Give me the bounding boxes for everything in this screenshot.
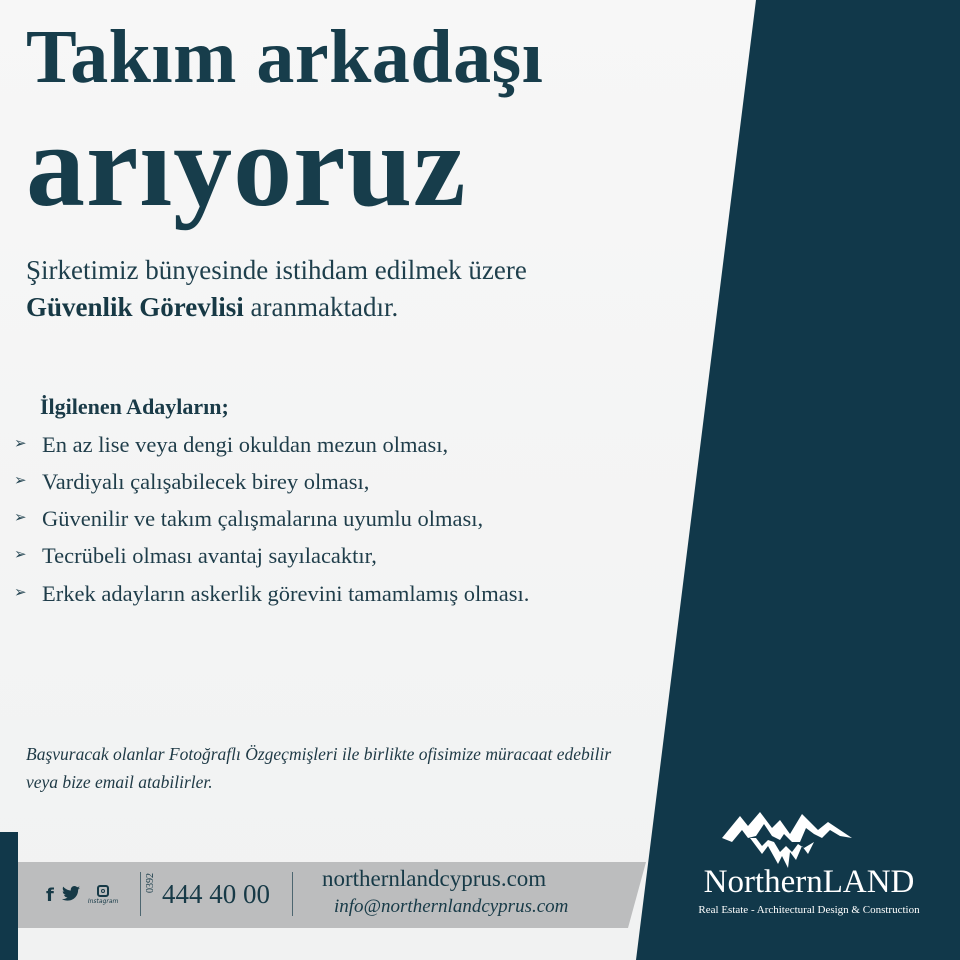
arrow-bullet-icon: ➢ [14,510,27,526]
instagram-glyph [97,885,109,897]
northernland-logo [664,808,954,928]
requirements-list [14,426,634,613]
instagram-icon[interactable] [88,885,119,905]
phone-number[interactable]: 444 40 00 [162,879,270,909]
list-item: ➢ Güvenilir ve takım çalışmalarına uyumlu olması, [14,500,634,537]
email-link[interactable]: info@northernlandcyprus.com [334,896,569,917]
website-link[interactable]: northernlandcyprus.com [322,866,547,891]
twitter-bird-shape [62,886,80,901]
arrow-bullet-icon: ➢ [14,547,27,563]
headline-line-2: arıyoruz [26,100,467,231]
social-icons [46,880,118,910]
application-note: Başvuracak olanlar Fotoğraflı Özgeçmişleri ile birlikte ofisimize müracaat edebilir veya bize email atabilirler. [26,744,612,792]
intro-line-1: Şirketimiz bünyesinde istihdam edilmek üzere [26,255,527,285]
list-item: ➢ Tecrübeli olması avantaj sayılacaktır, [14,537,634,574]
arrow-bullet-icon: ➢ [14,436,27,452]
brand-tagline: Real Estate - Architectural Design & Construction [698,904,920,916]
mountain-logo-icon [722,808,852,870]
intro-text [26,252,646,326]
facebook-icon[interactable]: f [46,884,54,906]
divider [292,872,293,916]
position-title: Güvenlik Görevlisi [26,292,244,322]
intro-line-2: aranmaktadır. [243,292,399,322]
divider [140,872,141,916]
arrow-bullet-icon: ➢ [14,585,27,601]
list-item: ➢ En az lise veya dengi okuldan mezun olması, [14,426,634,463]
headline-line-1: Takım arkadaşı [26,15,544,99]
brand-name: NorthernLAND [703,864,915,900]
list-item: ➢ Vardiyalı çalışabilecek birey olması, [14,463,634,500]
list-item: ➢ Erkek adayların askerlik görevini tamamlamış olması. [14,574,612,613]
requirements-heading: İlgilenen Adayların; [40,394,229,419]
phone-prefix: 0392 [145,873,156,893]
arrow-bullet-icon: ➢ [14,473,27,489]
instagram-label: Instagram [87,898,119,905]
left-accent-bar [0,832,18,960]
twitter-icon[interactable] [62,886,80,905]
